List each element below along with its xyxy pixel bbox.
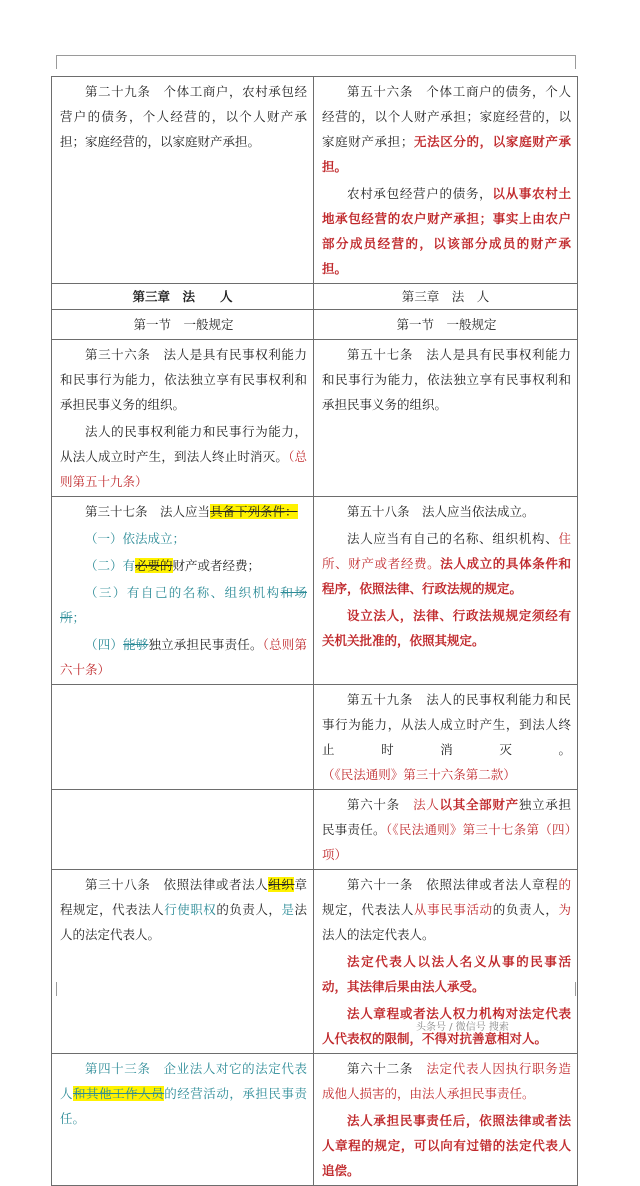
section-row — [52, 310, 578, 340]
article-text: 第二十九条 个体工商户，农村承包经营户的债务，个人经营的，以个人财产承担；家庭经营的，以家庭财产承担。 — [60, 84, 307, 149]
table-row — [52, 790, 578, 870]
table-row — [52, 77, 578, 284]
article-text: 第五十八条 法人应当依法成立。 — [347, 504, 535, 519]
old-law-cell — [52, 77, 314, 284]
article-text: 第五十七条 法人是具有民事权利能力和民事行为能力，依法独立享有民事权利和承担民事义务的组织。 — [322, 347, 571, 412]
new-law-cell — [314, 1054, 578, 1186]
new-law-cell — [314, 77, 578, 284]
chapter-title: 第三章 法 人 — [52, 284, 314, 310]
article-text: 法人承担民事责任后，依照法律或者法人章程的规定，可以向有过错的法定代表人追偿。 — [322, 1113, 571, 1178]
article-text: 法人的民事权利能力和民事行为能力，从法人成立时产生，到法人终止时消灭。（总则第五十九条） — [60, 424, 307, 489]
article-text: 法定代表人以法人名义从事的民事活动，其法律后果由法人承受。 — [322, 954, 571, 994]
table-row — [52, 1054, 578, 1186]
article-text: 设立法人，法律、行政法规规定须经有关机关批准的，依照其规定。 — [322, 608, 571, 648]
old-law-cell-empty — [52, 790, 314, 870]
article-text: 第六十一条 依照法律或者法人章程的规定，代表法人从事民事活动的负责人，为法人的法定代表人。 — [322, 877, 571, 942]
old-law-cell — [52, 870, 314, 1054]
list-item: （一）依法成立； — [85, 531, 186, 546]
crop-mark — [56, 55, 57, 69]
article-text: 第五十九条 法人的民事权利能力和民事行为能力，从法人成立时产生，到法人终止时消灭。（《民法通则》第三十六条第二款） — [322, 692, 571, 782]
list-item: （四）能够独立承担民事责任。（总则第六十条） — [60, 637, 307, 677]
old-law-cell — [52, 1054, 314, 1186]
table-row — [52, 685, 578, 790]
new-law-cell — [314, 340, 578, 497]
article-text: 第四十三条 企业法人对它的法定代表人和其他工作人员的经营活动，承担民事责任。 — [60, 1061, 307, 1126]
article-text: 法人章程或者法人权力机构对法定代表人代表权的限制，不得对抗善意相对人。 — [322, 1006, 571, 1046]
article-text: 第三十七条 法人应当具备下列条件： — [85, 504, 298, 519]
list-item: （三）有自己的名称、组织机构和场所； — [60, 585, 307, 625]
chapter-title: 第三章 法 人 — [314, 284, 578, 310]
section-title: 第一节 一般规定 — [52, 310, 314, 340]
article-text: 农村承包经营户的债务，以从事农村土地承包经营的农户财产承担；事实上由农户部分成员经营的，以该部分成员的财产承担。 — [322, 186, 571, 276]
article-text: 法人应当有自己的名称、组织机构、住所、财产或者经费。法人成立的具体条件和程序，依照法律、行政法规的规定。 — [322, 531, 571, 596]
article-text: 第六十二条 法定代表人因执行职务造成他人损害的，由法人承担民事责任。 — [322, 1061, 571, 1101]
crop-mark — [575, 55, 576, 69]
article-text: 第五十六条 个体工商户的债务，个人经营的，以个人财产承担；家庭经营的，以家庭财产承担；无法区分的，以家庭财产承担。 — [322, 84, 571, 174]
old-law-cell-empty — [52, 685, 314, 790]
table-row — [52, 340, 578, 497]
crop-mark — [57, 55, 575, 56]
list-item: （二）有必要的财产或者经费； — [85, 558, 261, 573]
old-law-cell — [52, 340, 314, 497]
section-title: 第一节 一般规定 — [314, 310, 578, 340]
article-text: 第三十八条 依照法律或者法人组织章程规定，代表法人行使职权的负责人，是法人的法定代表人。 — [60, 877, 307, 942]
new-law-cell — [314, 685, 578, 790]
article-text: 第三十六条 法人是具有民事权利能力和民事行为能力，依法独立享有民事权利和承担民事义务的组织。 — [60, 347, 307, 412]
old-law-cell — [52, 497, 314, 685]
new-law-cell — [314, 497, 578, 685]
chapter-row — [52, 284, 578, 310]
new-law-cell — [314, 790, 578, 870]
article-text: 第六十条 法人以其全部财产独立承担民事责任。（《民法通则》第三十七条第（四）项） — [322, 797, 571, 862]
table-row — [52, 497, 578, 685]
watermark-footer: 头条号 / 微信号 搜索 — [416, 1022, 509, 1033]
